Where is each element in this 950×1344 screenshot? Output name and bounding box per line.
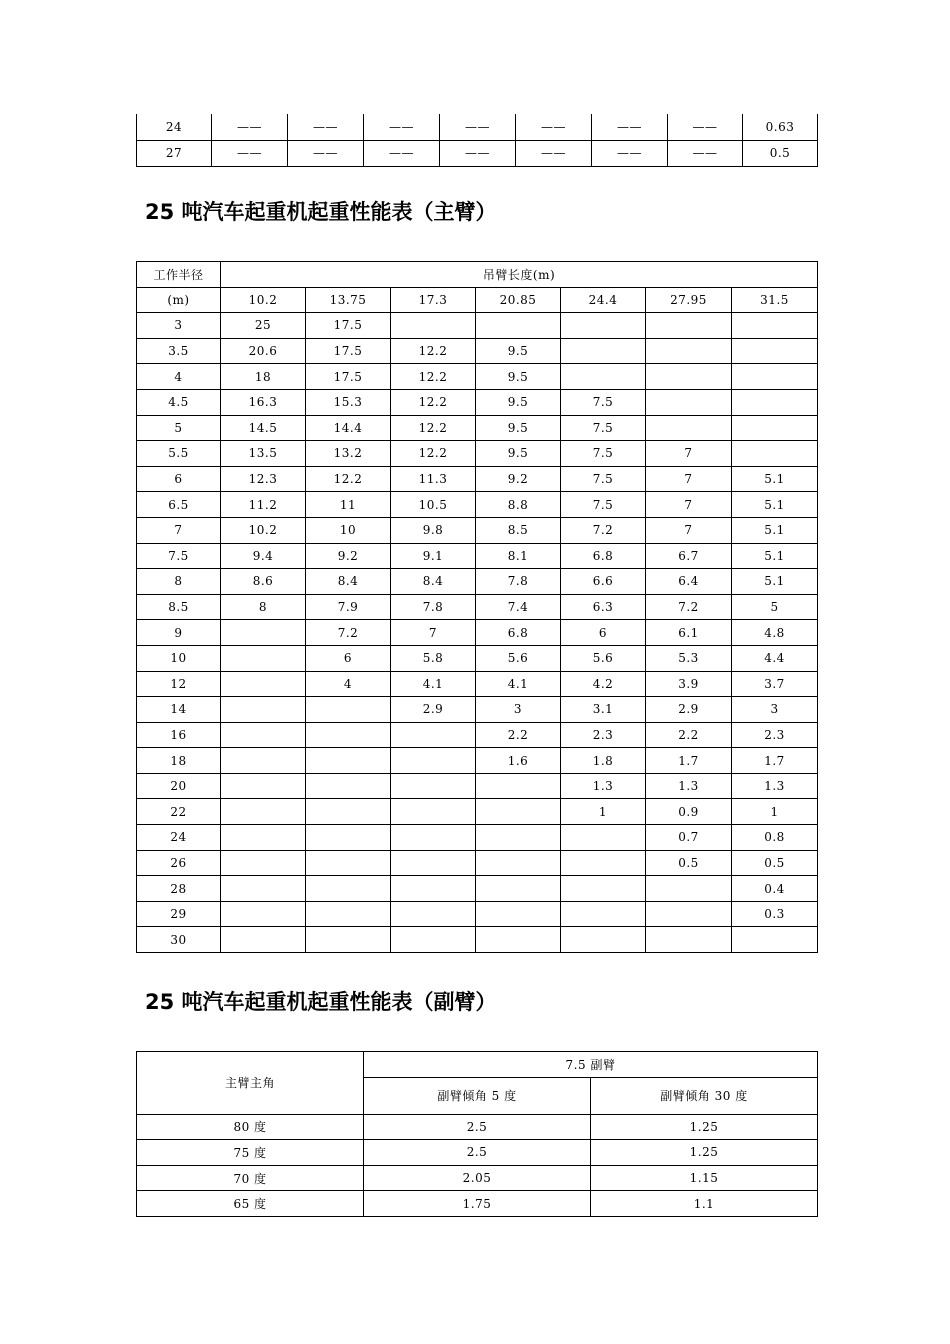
table-cell: 4.2 <box>561 671 646 697</box>
boom-length-header: 31.5 <box>732 287 818 313</box>
table-cell <box>646 338 732 364</box>
table-cell: 7.9 <box>306 594 391 620</box>
table-cell <box>561 825 646 851</box>
table-cell: 10 <box>306 517 391 543</box>
table-cell: 10 <box>137 645 221 671</box>
table-cell: 12 <box>137 671 221 697</box>
table-cell: 5.1 <box>732 517 818 543</box>
table-cell: 0.5 <box>732 850 818 876</box>
table-cell: 27 <box>137 140 212 166</box>
table-row <box>137 389 818 415</box>
table-cell: —— <box>592 114 668 140</box>
table-cell: 6.5 <box>137 492 221 518</box>
table-cell: 0.8 <box>732 825 818 851</box>
table-cell <box>391 313 476 339</box>
table-cell <box>306 799 391 825</box>
table-cell <box>221 748 306 774</box>
table-cell: 3 <box>732 697 818 723</box>
table-cell <box>646 415 732 441</box>
table-cell: 14.5 <box>221 415 306 441</box>
header-boom-length: 吊臂长度(m) <box>221 262 818 288</box>
table-cell <box>221 620 306 646</box>
table-cell <box>221 850 306 876</box>
table-cell: 18 <box>137 748 221 774</box>
table-row <box>137 927 818 953</box>
table-cell: 3.5 <box>137 338 221 364</box>
table-cell: 1 <box>561 799 646 825</box>
table-cell: 6 <box>137 466 221 492</box>
table-cell: 4.8 <box>732 620 818 646</box>
table-cell: 5.1 <box>732 569 818 595</box>
table-cell <box>476 927 561 953</box>
table-cell: 16.3 <box>221 389 306 415</box>
table-cell: 8.1 <box>476 543 561 569</box>
table-cell: 5 <box>137 415 221 441</box>
table-cell: 7.8 <box>476 569 561 595</box>
table-cell: 2.5 <box>364 1140 591 1166</box>
table-row <box>137 645 818 671</box>
table-cell <box>221 697 306 723</box>
table-cell: 9.5 <box>476 364 561 390</box>
table-cell: 7.5 <box>561 415 646 441</box>
table-cell <box>646 364 732 390</box>
table-cell: 11.3 <box>391 466 476 492</box>
boom-length-header: 17.3 <box>391 287 476 313</box>
table-row <box>137 338 818 364</box>
table-row <box>137 1140 818 1166</box>
table-cell: 14 <box>137 697 221 723</box>
table-cell: 0.5 <box>646 850 732 876</box>
table-cell <box>391 748 476 774</box>
aux-boom-table <box>136 1051 818 1217</box>
table-cell: 9.5 <box>476 338 561 364</box>
boom-length-header: 13.75 <box>306 287 391 313</box>
table-cell <box>306 697 391 723</box>
main-boom-table <box>136 261 818 953</box>
table-cell: 10.5 <box>391 492 476 518</box>
table-cell: 9.5 <box>476 415 561 441</box>
header-aux-col2: 副臂倾角 30 度 <box>591 1077 818 1114</box>
table-cell: 75 度 <box>137 1140 364 1166</box>
table-cell: 7 <box>646 517 732 543</box>
table-cell <box>306 825 391 851</box>
table-cell <box>221 927 306 953</box>
table-cell: 1.75 <box>364 1191 591 1217</box>
table-cell <box>561 338 646 364</box>
table-cell: 4 <box>137 364 221 390</box>
table-cell: 5.6 <box>561 645 646 671</box>
table-cell: 12.2 <box>391 441 476 467</box>
table-cell: 2.05 <box>364 1165 591 1191</box>
table-cell: 17.5 <box>306 313 391 339</box>
table-cell: 7.5 <box>561 466 646 492</box>
table-cell: 80 度 <box>137 1114 364 1140</box>
table-cell: 28 <box>137 876 221 902</box>
table-cell <box>561 901 646 927</box>
table-cell: 7.5 <box>561 441 646 467</box>
table-cell: 1.25 <box>591 1140 818 1166</box>
table-row <box>137 313 818 339</box>
header-main-angle: 主臂主角 <box>137 1052 364 1115</box>
table-row <box>137 415 818 441</box>
table-cell: 9 <box>137 620 221 646</box>
table-row <box>137 722 818 748</box>
table-cell: 6.8 <box>476 620 561 646</box>
table-cell: 7.2 <box>561 517 646 543</box>
table-cell: —— <box>592 140 668 166</box>
header-aux-col1: 副臂倾角 5 度 <box>364 1077 591 1114</box>
table-cell: 7.2 <box>306 620 391 646</box>
table-cell: 9.5 <box>476 389 561 415</box>
table-cell <box>646 876 732 902</box>
table-cell <box>561 876 646 902</box>
table-cell: 9.1 <box>391 543 476 569</box>
table-cell: 25 <box>221 313 306 339</box>
table-cell: 12.2 <box>391 364 476 390</box>
table-cell <box>476 313 561 339</box>
table-cell: 7 <box>646 466 732 492</box>
header-aux-group: 7.5 副臂 <box>364 1052 818 1078</box>
table-cell: 29 <box>137 901 221 927</box>
table-cell: —— <box>288 114 364 140</box>
table-cell: 0.4 <box>732 876 818 902</box>
table-cell: 13.5 <box>221 441 306 467</box>
table-cell <box>561 313 646 339</box>
table-cell: —— <box>212 114 288 140</box>
table-cell: —— <box>440 140 516 166</box>
table-cell: 15.3 <box>306 389 391 415</box>
table-cell: 14.4 <box>306 415 391 441</box>
table-cell <box>306 722 391 748</box>
table-cell: 13.2 <box>306 441 391 467</box>
table-cell: 12.2 <box>391 415 476 441</box>
table-cell: 7 <box>646 492 732 518</box>
table-cell: 5.5 <box>137 441 221 467</box>
boom-length-header: 27.95 <box>646 287 732 313</box>
table-cell: 7.5 <box>561 492 646 518</box>
table-cell: 4.4 <box>732 645 818 671</box>
table-cell <box>732 364 818 390</box>
table-row <box>137 594 818 620</box>
table-cell: 0.63 <box>743 114 818 140</box>
table-cell: 5.3 <box>646 645 732 671</box>
table-cell: 3.7 <box>732 671 818 697</box>
table-cell: 0.7 <box>646 825 732 851</box>
table-cell: 6 <box>561 620 646 646</box>
table-row <box>137 466 818 492</box>
table-cell <box>391 876 476 902</box>
table-cell: 1.3 <box>646 773 732 799</box>
table-cell: —— <box>668 114 743 140</box>
table-cell: 17.5 <box>306 364 391 390</box>
table-cell: 3.9 <box>646 671 732 697</box>
table-row <box>137 901 818 927</box>
table-cell: 20.6 <box>221 338 306 364</box>
table-cell <box>221 901 306 927</box>
table-cell: 1 <box>732 799 818 825</box>
table-cell: 22 <box>137 799 221 825</box>
table-cell: 0.3 <box>732 901 818 927</box>
header-radius-label: 工作半径 <box>153 267 204 282</box>
table-cell: 8.6 <box>221 569 306 595</box>
table-row <box>137 825 818 851</box>
table-row <box>137 1191 818 1217</box>
boom-length-header: 24.4 <box>561 287 646 313</box>
table-cell <box>732 338 818 364</box>
table-cell: 11 <box>306 492 391 518</box>
table-cell: 6.4 <box>646 569 732 595</box>
table-cell: 7.5 <box>561 389 646 415</box>
table-cell: 1.7 <box>732 748 818 774</box>
table-cell: 2.2 <box>646 722 732 748</box>
table-row <box>137 140 818 166</box>
table-cell <box>221 876 306 902</box>
table-cell <box>306 901 391 927</box>
table-cell: 3 <box>137 313 221 339</box>
table-cell: 2.5 <box>364 1114 591 1140</box>
table-cell <box>646 927 732 953</box>
table-cell: 7.4 <box>476 594 561 620</box>
table-cell <box>646 389 732 415</box>
table-cell: 2.3 <box>561 722 646 748</box>
table-cell: 1.3 <box>732 773 818 799</box>
table-cell <box>646 901 732 927</box>
table-cell: 3 <box>476 697 561 723</box>
table-cell: 1.1 <box>591 1191 818 1217</box>
table-cell: 1.7 <box>646 748 732 774</box>
table-cell: 9.5 <box>476 441 561 467</box>
table-cell: 4 <box>306 671 391 697</box>
table-cell: 9.2 <box>476 466 561 492</box>
table-cell: 12.2 <box>391 389 476 415</box>
table-cell <box>306 850 391 876</box>
table-cell: 4.5 <box>137 389 221 415</box>
top-table-body <box>137 114 818 166</box>
table-cell <box>732 415 818 441</box>
table-cell: 2.9 <box>646 697 732 723</box>
table-row <box>137 773 818 799</box>
header-radius-unit: (m) <box>137 287 221 313</box>
table-cell: 11.2 <box>221 492 306 518</box>
main-boom-title: 25 吨汽车起重机起重性能表（主臂） <box>145 200 497 224</box>
table-cell: 12.2 <box>306 466 391 492</box>
table-cell: 1.8 <box>561 748 646 774</box>
table-cell: 18 <box>221 364 306 390</box>
table-cell: 7 <box>646 441 732 467</box>
table-cell: 9.4 <box>221 543 306 569</box>
table-cell <box>476 825 561 851</box>
table-cell: 3.1 <box>561 697 646 723</box>
table-cell: —— <box>288 140 364 166</box>
table-row <box>137 364 818 390</box>
table-row <box>137 799 818 825</box>
table-row <box>137 492 818 518</box>
table-cell: 5.1 <box>732 543 818 569</box>
table-cell: 5 <box>732 594 818 620</box>
table-cell: 6.3 <box>561 594 646 620</box>
table-row <box>137 517 818 543</box>
table-row <box>137 1114 818 1140</box>
table-cell <box>732 927 818 953</box>
table-cell <box>391 773 476 799</box>
table-cell: 26 <box>137 850 221 876</box>
table-row <box>137 543 818 569</box>
table-cell: 8.8 <box>476 492 561 518</box>
table-cell <box>221 671 306 697</box>
table-cell <box>391 825 476 851</box>
header-radius <box>137 262 221 288</box>
table-cell <box>306 748 391 774</box>
table-cell <box>732 389 818 415</box>
table-cell: 2.3 <box>732 722 818 748</box>
table-cell: 24 <box>137 114 212 140</box>
table-cell: 9.8 <box>391 517 476 543</box>
top-continuation-table <box>136 114 818 167</box>
table-cell <box>391 927 476 953</box>
table-cell: 5.1 <box>732 492 818 518</box>
table-cell: 16 <box>137 722 221 748</box>
table-cell: —— <box>668 140 743 166</box>
table-cell: 10.2 <box>221 517 306 543</box>
table-cell: 6.7 <box>646 543 732 569</box>
table-cell: —— <box>212 140 288 166</box>
table-cell: 2.9 <box>391 697 476 723</box>
table-cell: 12.2 <box>391 338 476 364</box>
table-cell <box>221 722 306 748</box>
table-cell: —— <box>364 114 440 140</box>
table-cell <box>221 825 306 851</box>
aux-boom-title: 25 吨汽车起重机起重性能表（副臂） <box>145 990 497 1014</box>
table-cell <box>221 645 306 671</box>
table-cell <box>476 901 561 927</box>
table-row <box>137 850 818 876</box>
table-cell <box>391 799 476 825</box>
table-cell: 9.2 <box>306 543 391 569</box>
table-cell <box>306 927 391 953</box>
table-cell: 20 <box>137 773 221 799</box>
table-cell <box>221 799 306 825</box>
table-cell: 0.5 <box>743 140 818 166</box>
table-cell: 24 <box>137 825 221 851</box>
table-cell <box>561 850 646 876</box>
table-cell: —— <box>364 140 440 166</box>
table-row <box>137 620 818 646</box>
table-cell <box>391 901 476 927</box>
table-row <box>137 569 818 595</box>
table-cell: 5.1 <box>732 466 818 492</box>
table-row <box>137 441 818 467</box>
table-cell <box>391 722 476 748</box>
table-row <box>137 671 818 697</box>
table-cell: 1.6 <box>476 748 561 774</box>
table-cell: 8 <box>221 594 306 620</box>
table-cell: 2.2 <box>476 722 561 748</box>
table-cell <box>732 441 818 467</box>
table-cell: —— <box>516 140 592 166</box>
aux-table-body <box>137 1114 818 1216</box>
table-cell: 7.8 <box>391 594 476 620</box>
table-cell <box>561 364 646 390</box>
table-cell: 7.2 <box>646 594 732 620</box>
table-cell: 1.3 <box>561 773 646 799</box>
table-cell: 7 <box>391 620 476 646</box>
table-cell: 8 <box>137 569 221 595</box>
table-cell: 5.6 <box>476 645 561 671</box>
table-cell <box>476 850 561 876</box>
table-cell: 17.5 <box>306 338 391 364</box>
table-cell: 12.3 <box>221 466 306 492</box>
table-cell: 8.4 <box>391 569 476 595</box>
table-cell <box>646 313 732 339</box>
table-cell: 5.8 <box>391 645 476 671</box>
table-row <box>137 748 818 774</box>
table-cell: 7 <box>137 517 221 543</box>
table-cell <box>476 799 561 825</box>
table-cell <box>561 927 646 953</box>
table-cell: —— <box>516 114 592 140</box>
table-cell: 4.1 <box>391 671 476 697</box>
table-cell: 1.15 <box>591 1165 818 1191</box>
table-cell <box>476 876 561 902</box>
table-cell: 4.1 <box>476 671 561 697</box>
table-cell: 8.4 <box>306 569 391 595</box>
table-cell: 7.5 <box>137 543 221 569</box>
table-cell: 65 度 <box>137 1191 364 1217</box>
table-cell <box>391 850 476 876</box>
table-cell: 0.9 <box>646 799 732 825</box>
table-cell <box>221 773 306 799</box>
table-cell <box>306 773 391 799</box>
table-cell: 8.5 <box>476 517 561 543</box>
table-cell <box>476 773 561 799</box>
main-table-body <box>137 313 818 953</box>
table-cell <box>306 876 391 902</box>
table-cell: 30 <box>137 927 221 953</box>
table-cell: 6.6 <box>561 569 646 595</box>
boom-length-header: 10.2 <box>221 287 306 313</box>
boom-length-header: 20.85 <box>476 287 561 313</box>
table-cell <box>732 313 818 339</box>
table-cell: 6.8 <box>561 543 646 569</box>
table-cell: 70 度 <box>137 1165 364 1191</box>
table-cell: 6 <box>306 645 391 671</box>
table-row <box>137 876 818 902</box>
table-row <box>137 697 818 723</box>
boom-length-header-row <box>137 287 818 313</box>
table-cell: 1.25 <box>591 1114 818 1140</box>
table-cell: 6.1 <box>646 620 732 646</box>
table-cell: 8.5 <box>137 594 221 620</box>
table-row <box>137 1165 818 1191</box>
table-row <box>137 114 818 140</box>
table-cell: —— <box>440 114 516 140</box>
